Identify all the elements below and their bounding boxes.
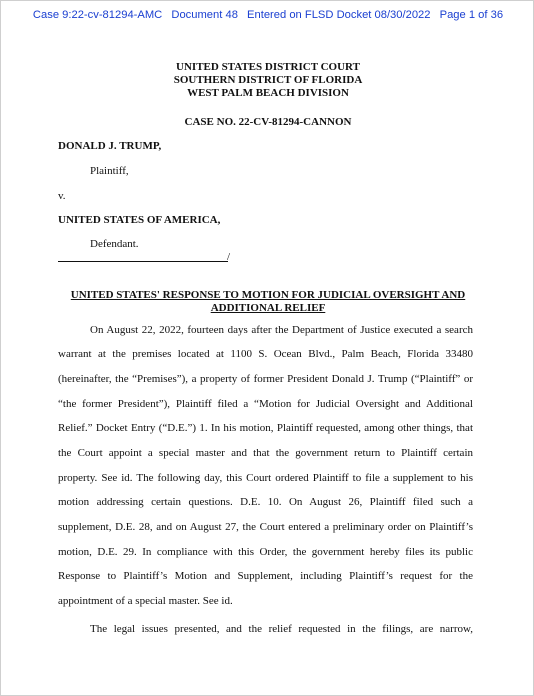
- docket-entered-date: Entered on FLSD Docket 08/30/2022: [247, 9, 431, 21]
- court-heading: [1, 61, 534, 100]
- caption-rule: [58, 261, 228, 262]
- document-title: [1, 289, 534, 315]
- body-line: The legal issues presented, and the relief requested in the filings, are narrow,: [90, 623, 473, 635]
- docket-case-number: Case 9:22-cv-81294-AMC: [32, 9, 163, 21]
- body-line: Response to Plaintiff’s Motion and Supplement, including Plaintiff’s request for the: [58, 570, 473, 582]
- body-line: motion, D.E. 29. In compliance with this Order, the government hereby files its public: [58, 546, 473, 558]
- body-line: On August 22, 2022, fourteen days after the Department of Justice executed a search: [90, 324, 473, 336]
- body-line: “the former President”), Plaintiff filed a “Motion for Judicial Oversight and Additional: [58, 398, 473, 410]
- body-line: (hereinafter, the “Premises”), a property of former President Donald J. Trump (“Plaintiff” or: [58, 373, 473, 385]
- court-name: UNITED STATES DISTRICT COURT: [176, 61, 360, 73]
- docket-document-number: Document 48: [171, 9, 238, 21]
- court-division: WEST PALM BEACH DIVISION: [187, 87, 349, 99]
- body-line: Relief.” Docket Entry (“D.E.”) 1. In his motion, Plaintiff requested, among other things, that: [58, 422, 473, 434]
- case-number: CASE NO. 22-CV-81294-CANNON: [184, 116, 352, 128]
- plaintiff-name: DONALD J. TRUMP,: [58, 140, 162, 152]
- body-line: supplement, D.E. 28, and on August 27, the Court entered a preliminary order on Plaintiff’s: [58, 521, 473, 533]
- docket-header: [1, 9, 534, 21]
- docket-page-number: Page 1 of 36: [439, 9, 504, 21]
- body-line: the Court appoint a special master and that the government return to Plaintiff certain: [58, 447, 473, 459]
- title-line-1: UNITED STATES' RESPONSE TO MOTION FOR JUDICIAL OVERSIGHT AND: [70, 289, 466, 301]
- court-district: SOUTHERN DISTRICT OF FLORIDA: [173, 74, 363, 86]
- body-line: warrant at the premises located at 1100 S. Ocean Blvd., Palm Beach, Florida 33480: [58, 348, 473, 360]
- plaintiff-role: Plaintiff,: [90, 165, 129, 177]
- body-line: motion addressing certain questions. D.E. 10. On August 26, Plaintiff filed such a: [58, 496, 473, 508]
- body-line: property. See id. The following day, this Court ordered Plaintiff to file a supplement to his: [58, 472, 473, 484]
- defendant-role: Defendant.: [90, 238, 139, 250]
- body-line: appointment of a special master. See id.: [58, 595, 233, 607]
- defendant-name: UNITED STATES OF AMERICA,: [58, 214, 221, 226]
- caption-slash: /: [227, 251, 231, 263]
- versus: v.: [58, 190, 66, 202]
- title-line-2: ADDITIONAL RELIEF: [210, 302, 326, 314]
